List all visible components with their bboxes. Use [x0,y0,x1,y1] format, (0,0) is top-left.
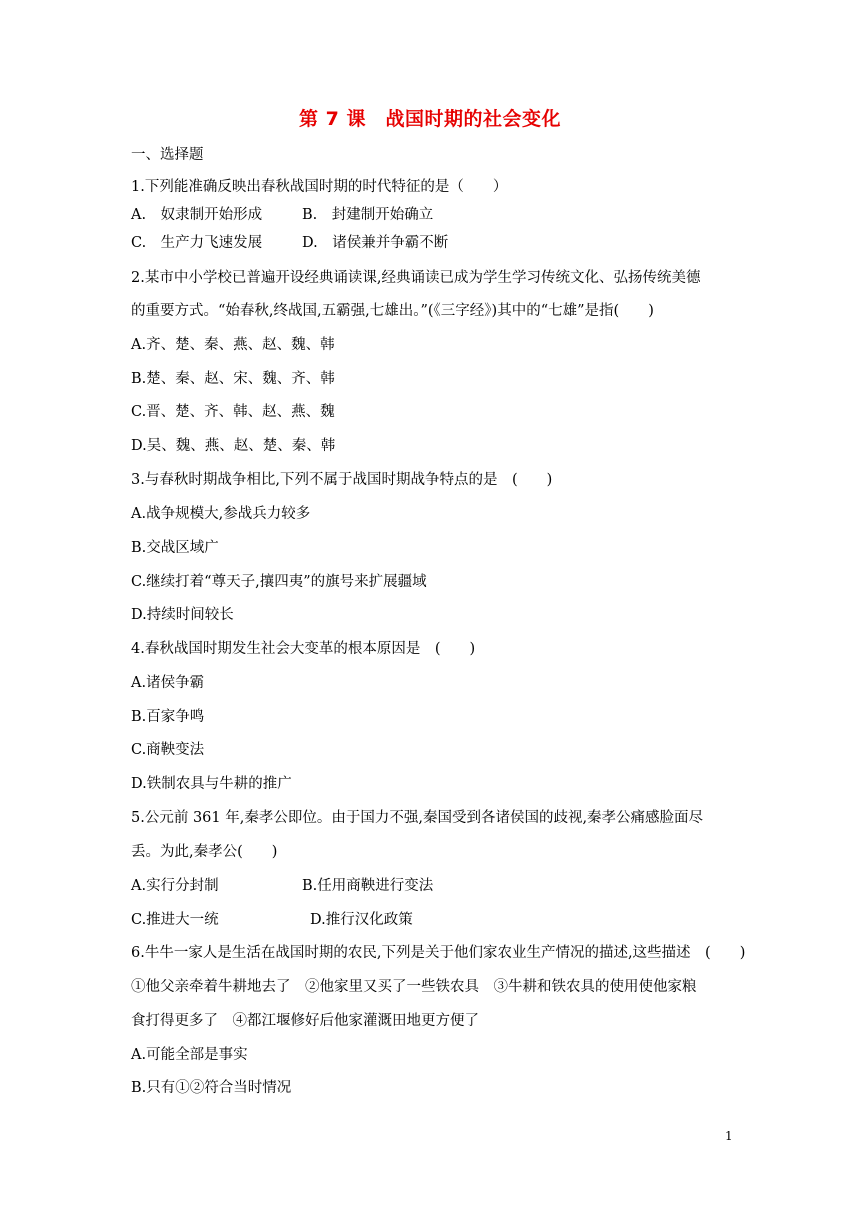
question-1-option-d: D. 诸侯兼并争霸不断 [302,235,449,251]
question-6-stem-line-3: 食打得更多了 ④都江堰修好后他家灌溉田地更方便了 [131,1013,479,1029]
question-2-option-d: D.吴、魏、燕、赵、楚、秦、韩 [131,438,336,454]
question-4-option-a: A.诸侯争霸 [131,675,205,691]
question-6-option-a: A.可能全部是事实 [131,1047,248,1063]
question-6-stem-line-2: ①他父亲牵着牛耕地去了 ②他家里又买了一些铁农具 ③牛耕和铁农具的使用使他家粮 [131,979,697,995]
question-4-option-c: C.商鞅变法 [131,742,205,758]
question-5-option-d: D.推行汉化政策 [310,912,413,928]
question-3-stem: 3.与春秋时期战争相比,下列不属于战国时期战争特点的是 ( ) [131,472,553,488]
question-1-option-c: C. 生产力飞速发展 [131,235,263,251]
question-1-option-a: A. 奴隶制开始形成 [131,207,263,223]
question-3-option-d: D.持续时间较长 [131,607,234,623]
question-4-stem: 4.春秋战国时期发生社会大变革的根本原因是 ( ) [131,641,476,657]
question-5-option-a: A.实行分封制 [131,878,219,894]
question-2-option-a: A.齐、楚、秦、燕、赵、魏、韩 [131,337,335,353]
question-5-option-c: C.推进大一统 [131,912,219,928]
question-4-option-b: B.百家争鸣 [131,709,205,725]
question-5-option-b: B.任用商鞅进行变法 [302,878,434,894]
question-1-stem: 1.下列能准确反映出春秋战国时期的时代特征的是（ ） [131,179,508,195]
question-6-option-b: B.只有①②符合当时情况 [131,1080,292,1096]
lesson-title: 第 7 课 战国时期的社会变化 [299,108,561,130]
question-2-option-b: B.楚、秦、赵、宋、魏、齐、韩 [131,371,335,387]
question-2-stem-line-2: 的重要方式。“始春秋,终战国,五霸强,七雄出。”(《三字经》)其中的“七雄”是指( ) [131,303,654,319]
question-2-stem-line-1: 2.某市中小学校已普遍开设经典诵读课,经典诵读已成为学生学习传统文化、弘扬传统美德 [131,270,701,286]
question-3-option-a: A.战争规模大,参战兵力较多 [131,506,311,522]
question-4-option-d: D.铁制农具与牛耕的推广 [131,776,292,792]
question-1-option-b: B. 封建制开始确立 [302,207,434,223]
page-number: 1 [725,1129,733,1143]
question-3-option-c: C.继续打着“尊天子,攘四夷”的旗号来扩展疆域 [131,574,427,590]
question-5-stem-line-2: 丢。为此,秦孝公( ) [131,844,278,860]
question-2-option-c: C.晋、楚、齐、韩、赵、燕、魏 [131,404,335,420]
section-heading: 一、选择题 [131,147,204,163]
question-5-stem-line-1: 5.公元前 361 年,秦孝公即位。由于国力不强,秦国受到各诸侯国的歧视,秦孝公痛感脸面尽 [131,810,704,826]
question-3-option-b: B.交战区域广 [131,540,219,556]
question-6-stem-line-1: 6.牛牛一家人是生活在战国时期的农民,下列是关于他们家农业生产情况的描述,这些描述 ( ) [131,945,746,961]
